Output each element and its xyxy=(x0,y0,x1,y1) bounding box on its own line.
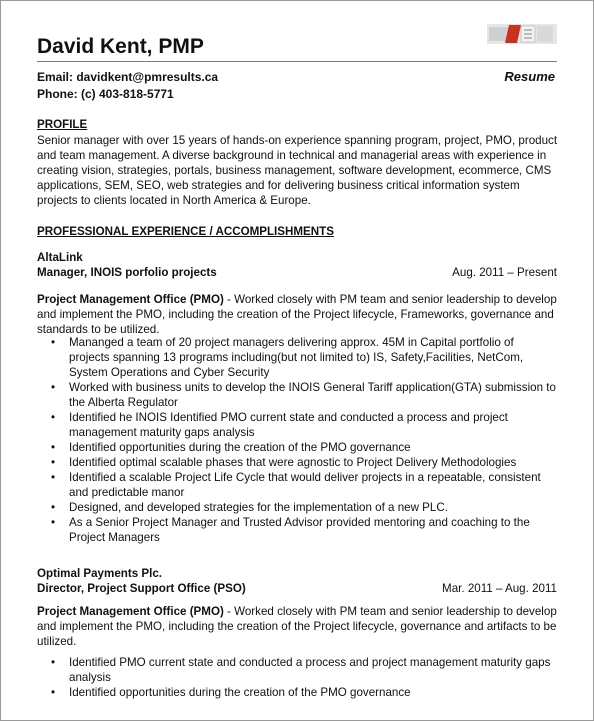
job-summary xyxy=(37,292,559,337)
list-item: • Identified optimal scalable phases that were agnostic to Project Delivery Methodologies xyxy=(37,455,557,470)
candidate-name: David Kent, PMP xyxy=(37,35,204,58)
job-bullets xyxy=(37,335,557,545)
phone-line: Phone: (c) 403-818-5771 xyxy=(37,87,174,101)
job-summary-text: - Worked closely with PM team and senior leadership to develop and implement the PMO, including the creation of the Project lifecycle, governance and artifacts to be utilized. xyxy=(37,605,557,648)
job-summary-title: Project Management Office (PMO) xyxy=(37,605,224,618)
list-item: • Identified he INOIS Identified PMO current state and conducted a process and project management maturity gaps analysis xyxy=(37,410,557,440)
email-line: Email: davidkent@pmresults.ca xyxy=(37,70,219,84)
profile-text: Senior manager with over 15 years of hands-on experience spanning program, project, PMO, product and team management. A diverse background in technical and managerial areas with experience in creating vision, strategies, portals, business management, software development, ecommerce, CMS applications, SEM, SEO, web strategies and for delivering business critical information system projects to clients located in North America & Europe. xyxy=(37,134,558,207)
job-dates: Mar. 2011 – Aug. 2011 xyxy=(442,582,557,595)
job-dates: Aug. 2011 – Present xyxy=(452,266,557,279)
list-item: • Identified opportunities during the creation of the PMO governance xyxy=(37,440,557,455)
list-item: • Worked with business units to develop the INOIS General Tariff application(GTA) submission to the Alberta Regulator xyxy=(37,380,557,410)
list-item: • As a Senior Project Manager and Trusted Advisor provided mentoring and coaching to the Project Managers xyxy=(37,515,557,545)
job-summary-title: Project Management Office (PMO) xyxy=(37,293,224,306)
job-title-row xyxy=(37,265,557,280)
job-title: Manager, INOIS porfolio projects xyxy=(37,266,217,279)
company-name: AltaLink xyxy=(37,251,83,264)
job-title: Director, Project Support Office (PSO) xyxy=(37,582,246,595)
job-bullets xyxy=(37,655,557,700)
job-summary xyxy=(37,604,559,649)
list-item: • Mananged a team of 20 project managers delivering approx. 45M in Capital portfolio of projects spanning 13 programs including(but not limited to) IS, Safety,Facilities, NetCom, System Operations and Cyber Security xyxy=(37,335,557,380)
list-item: • Identified opportunities during the creation of the PMO governance xyxy=(37,685,557,700)
list-item: • Identified PMO current state and conducted a process and project management maturity gaps analysis xyxy=(37,655,557,685)
list-item: • Designed, and developed strategies for the implementation of a new PLC. xyxy=(37,500,557,515)
profile-heading: PROFILE xyxy=(37,118,88,131)
document-label: Resume xyxy=(504,69,555,84)
job-summary-text: - Worked closely with PM team and senior leadership to develop and implement the PMO, including the creation of the Project lifecycle, Frameworks, governance and standards to be utilized. xyxy=(37,293,557,336)
experience-heading: PROFESSIONAL EXPERIENCE / ACCOMPLISHMENTS xyxy=(37,225,334,238)
pmresults-logo-icon xyxy=(487,21,557,47)
header-divider xyxy=(37,61,557,62)
company-name: Optimal Payments Plc. xyxy=(37,567,163,580)
job-title-row xyxy=(37,581,557,596)
list-item: • Identified a scalable Project Life Cycle that would deliver projects in a repeatable, consistent and predictable manor xyxy=(37,470,557,500)
